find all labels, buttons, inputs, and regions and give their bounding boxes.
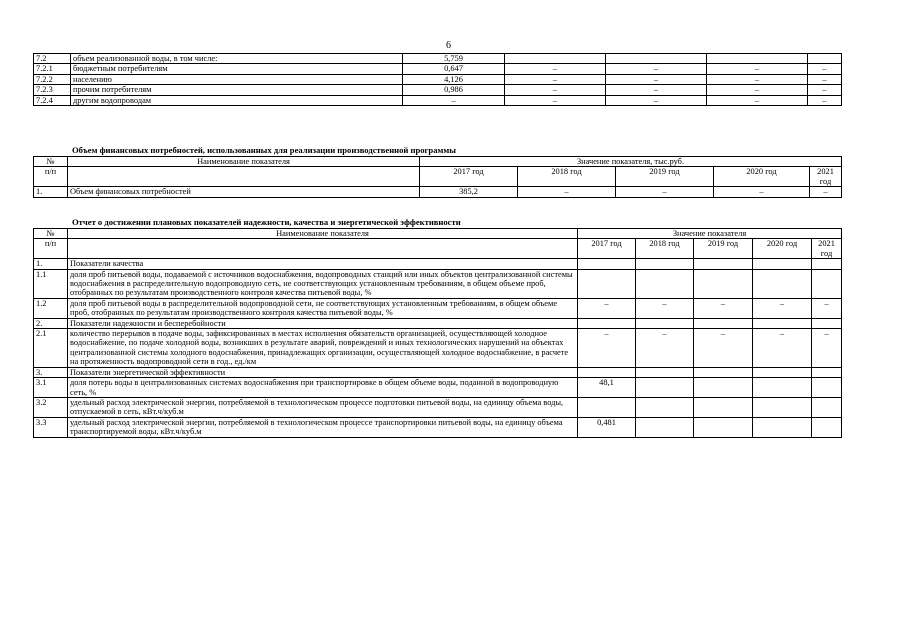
row-name: количество перерывов в подаче воды, зафиксированных в местах исполнения обязательств организацией, осуществляющей холодное водоснабжение, по подаче холодной воды, возникших в результате аварий, повреждений и иных технологических нарушений на объектах централизованной системы холодного водоснабжения, принадлежащих организации, осуществляющей холодное водоснабжение, в расчете на протяженность водопроводной сети в год., ед./км (68, 329, 578, 368)
row-value: 385,2 (420, 187, 518, 197)
row-value (707, 54, 808, 64)
row-value (578, 367, 636, 377)
row-value: 48,1 (578, 378, 636, 398)
row-value (753, 318, 812, 328)
row-value (694, 397, 753, 417)
row-name: Объем финансовых потребностей (68, 187, 420, 197)
row-value: – (606, 64, 707, 74)
row-num: 2. (34, 318, 68, 328)
row-num: 1.2 (34, 298, 68, 318)
row-name: Показатели надежности и бесперебойности (68, 318, 578, 328)
row-value (636, 269, 694, 298)
year-header: 2018 год (518, 167, 616, 187)
row-value: 0,986 (403, 85, 505, 95)
row-value (578, 318, 636, 328)
row-name: Показатели качества (68, 259, 578, 269)
row-value: – (808, 95, 842, 105)
row-value: – (616, 187, 714, 197)
col-num-header-2: п/п (34, 167, 68, 187)
year-header: 2018 год (636, 239, 694, 259)
row-num: 1. (34, 187, 68, 197)
finance-section-title: Объем финансовых потребностей, использованных для реализации производственной программы (72, 145, 456, 155)
table-row (34, 378, 842, 398)
row-name: удельный расход электрической энергии, потребляемой в технологическом процессе транспортировки питьевой воды, на единицу объема транспортируемой воды, кВт.ч/куб.м (68, 417, 578, 437)
row-name: бюджетным потребителям (71, 64, 403, 74)
row-value: – (714, 187, 810, 197)
row-value: 4,126 (403, 74, 505, 84)
row-value: – (812, 329, 842, 368)
row-name: населению (71, 74, 403, 84)
row-value: – (578, 298, 636, 318)
row-value (694, 269, 753, 298)
col-name-header: Наименование показателя (68, 229, 578, 239)
row-value: – (808, 85, 842, 95)
row-value: – (606, 95, 707, 105)
row-value: – (518, 187, 616, 197)
row-name: прочим потребителям (71, 85, 403, 95)
row-num: 7.2 (34, 54, 71, 64)
row-num: 3.3 (34, 417, 68, 437)
row-value: – (636, 298, 694, 318)
row-value (812, 259, 842, 269)
row-value: – (707, 85, 808, 95)
table-row (34, 74, 842, 84)
row-num: 3. (34, 367, 68, 377)
row-value: 5,759 (403, 54, 505, 64)
row-value: – (694, 298, 753, 318)
col-name-header: Наименование показателя (68, 157, 420, 167)
row-value (636, 397, 694, 417)
row-value: – (707, 74, 808, 84)
row-num: 3.1 (34, 378, 68, 398)
water-sales-table (33, 53, 842, 106)
row-value (606, 54, 707, 64)
row-num: 1. (34, 259, 68, 269)
row-name: Показатели энергетической эффективности (68, 367, 578, 377)
section-header-row (34, 259, 842, 269)
table-row (34, 85, 842, 95)
report-section-title: Отчет о достижении плановых показателей надежности, качества и энергетической эффективности (72, 217, 461, 227)
row-value (505, 54, 606, 64)
year-header: 2017 год (420, 167, 518, 187)
row-num: 1.1 (34, 269, 68, 298)
row-value (753, 378, 812, 398)
row-value (636, 318, 694, 328)
row-value (812, 397, 842, 417)
row-value: – (810, 187, 842, 197)
row-value (812, 417, 842, 437)
row-value: – (636, 329, 694, 368)
table-row (34, 329, 842, 368)
row-value (578, 397, 636, 417)
row-value: – (606, 85, 707, 95)
row-value (812, 269, 842, 298)
row-value: – (753, 329, 812, 368)
row-value (753, 417, 812, 437)
row-value: – (505, 64, 606, 74)
section-header-row (34, 318, 842, 328)
row-num: 7.2.1 (34, 64, 71, 74)
row-value: – (753, 298, 812, 318)
indicators-table (33, 228, 842, 438)
section-header-row (34, 367, 842, 377)
row-name: доля потерь воды в централизованных системах водоснабжения при транспортировке в общем объеме воды, поданной в водопроводную сеть, % (68, 378, 578, 398)
row-value: – (707, 64, 808, 74)
col-num-header: № (34, 229, 68, 239)
row-value: 0,481 (578, 417, 636, 437)
col-num-header-2: п/п (34, 239, 68, 259)
row-name: доля проб питьевой воды в распределительной водопроводной сети, не соответствующих установленным требованиям, в общем объеме проб, отобранных по результатам производственного контроля качества питьевой воды, % (68, 298, 578, 318)
row-value: – (606, 74, 707, 84)
row-value: 0,647 (403, 64, 505, 74)
col-num-header: № (34, 157, 68, 167)
row-value: – (808, 74, 842, 84)
year-header: 2017 год (578, 239, 636, 259)
row-value: – (578, 329, 636, 368)
row-value (694, 318, 753, 328)
row-name: удельный расход электрической энергии, потребляемой в технологическом процессе подготовки питьевой воды, на единицу объема воды, отпускаемой в сеть, кВт.ч/куб.м (68, 397, 578, 417)
row-value: – (707, 95, 808, 105)
row-value (636, 378, 694, 398)
row-value: – (403, 95, 505, 105)
row-value (694, 367, 753, 377)
row-name: объем реализованной воды, в том числе: (71, 54, 403, 64)
row-value (694, 417, 753, 437)
row-value (694, 259, 753, 269)
row-value (578, 269, 636, 298)
row-value (578, 259, 636, 269)
page-number: 6 (446, 40, 451, 51)
table-row (34, 298, 842, 318)
row-value: – (505, 95, 606, 105)
row-value (753, 259, 812, 269)
row-value: – (808, 64, 842, 74)
row-value (812, 367, 842, 377)
row-value: – (505, 74, 606, 84)
table-row (34, 64, 842, 74)
row-value: – (812, 298, 842, 318)
year-header: 2021 год (812, 239, 842, 259)
row-num: 2.1 (34, 329, 68, 368)
finance-needs-table (33, 156, 842, 198)
row-value (636, 367, 694, 377)
row-value (636, 259, 694, 269)
row-value (808, 54, 842, 64)
col-value-header: Значение показателя (578, 229, 842, 239)
table-row (34, 397, 842, 417)
row-value: – (505, 85, 606, 95)
row-name: другим водопроводам (71, 95, 403, 105)
row-num: 3.2 (34, 397, 68, 417)
row-value (753, 367, 812, 377)
row-num: 7.2.3 (34, 85, 71, 95)
table-row (34, 54, 842, 64)
col-value-header: Значение показателя, тыс.руб. (420, 157, 842, 167)
row-num: 7.2.2 (34, 74, 71, 84)
row-value (694, 378, 753, 398)
row-value: – (694, 329, 753, 368)
row-value (753, 397, 812, 417)
year-header: 2020 год (714, 167, 810, 187)
year-header: 2020 год (753, 239, 812, 259)
table-row (34, 95, 842, 105)
row-value (812, 378, 842, 398)
row-num: 7.2.4 (34, 95, 71, 105)
row-value (753, 269, 812, 298)
year-header: 2019 год (616, 167, 714, 187)
table-row (34, 417, 842, 437)
year-header: 2019 год (694, 239, 753, 259)
year-header: 2021 год (810, 167, 842, 187)
row-value (636, 417, 694, 437)
table-row (34, 269, 842, 298)
row-value (812, 318, 842, 328)
row-name: доля проб питьевой воды, подаваемой с источников водоснабжения, водопроводных станций или иных объектов централизованной системы водоснабжения в распределительную водопроводную сеть, не соответствующих установленным требованиям, в общем объеме проб, отобранных по результатам производственного контроля качества питьевой воды, % (68, 269, 578, 298)
